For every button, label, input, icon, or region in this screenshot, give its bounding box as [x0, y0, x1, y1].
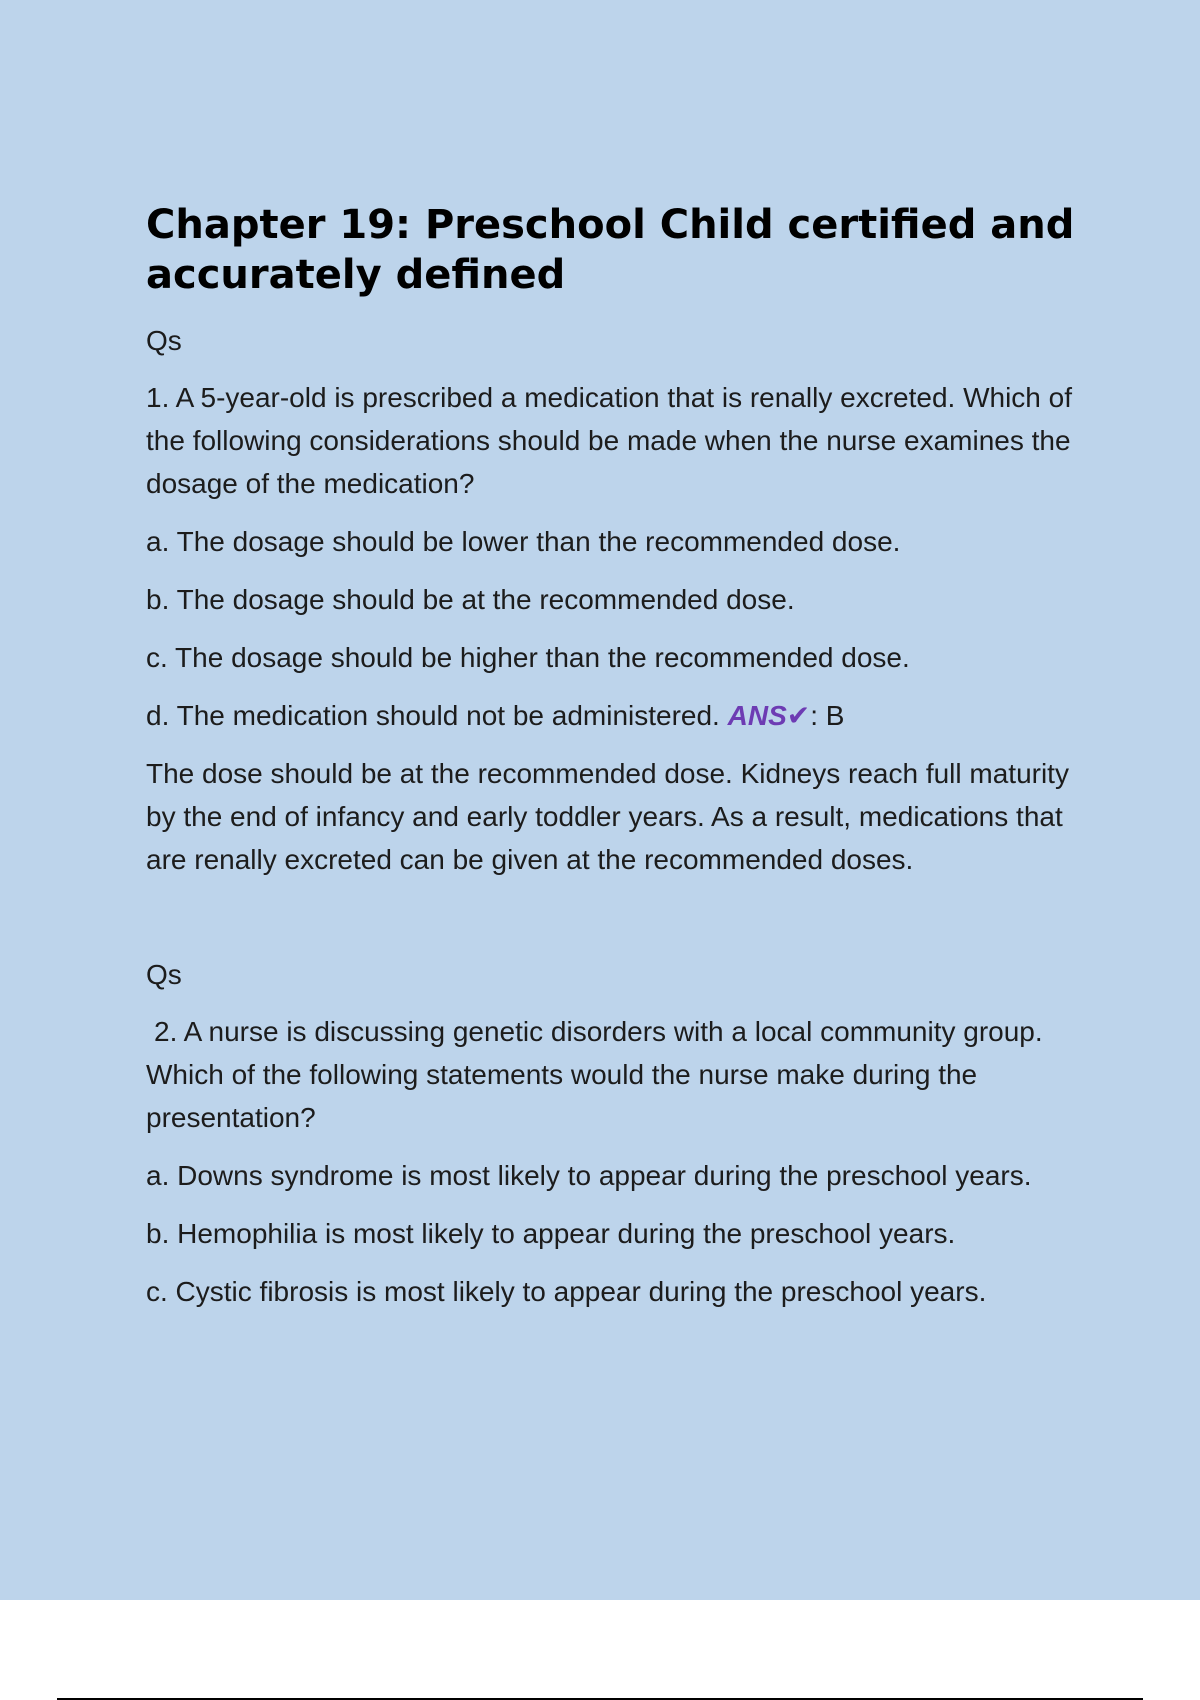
answer-option-d-with-answer	[146, 694, 1096, 737]
answer-option-c: c. The dosage should be higher than the recommended dose.	[146, 642, 910, 673]
qs-label: Qs	[146, 959, 182, 990]
answer-value: : B	[810, 700, 845, 731]
question-block-2	[146, 954, 1096, 1313]
answer-option-b: b. Hemophilia is most likely to appear during the preschool years.	[146, 1218, 956, 1249]
rationale: The dose should be at the recommended dose. Kidneys reach full maturity by the end of infancy and early toddler years. As a result, medications that are renally excreted can be given at the recommended doses.	[146, 758, 1069, 875]
answer-option-c: c. Cystic fibrosis is most likely to appear during the preschool years.	[146, 1276, 987, 1307]
document-body	[146, 200, 1096, 1328]
spacer	[146, 896, 1096, 954]
answer-option-a: a. The dosage should be lower than the recommended dose.	[146, 526, 901, 557]
answer-option-a: a. Downs syndrome is most likely to appear during the preschool years.	[146, 1160, 1032, 1191]
qs-label: Qs	[146, 325, 182, 356]
answer-option-d: d. The medication should not be administered.	[146, 700, 720, 731]
question-stem	[146, 1010, 1096, 1139]
question-stem: 1. A 5-year-old is prescribed a medication that is renally excreted. Which of the following considerations should be made when the nurse examines the dosage of the medication?	[146, 382, 1072, 499]
question-stem-text: 2. A nurse is discussing genetic disorders with a local community group. Which of the following statements would the nurse make during the presentation?	[146, 1016, 1043, 1133]
page-title: Chapter 19: Preschool Child certified and accurately defined	[146, 202, 1075, 298]
answer-label: ANS✔	[727, 700, 811, 731]
answer-option-b: b. The dosage should be at the recommended dose.	[146, 584, 795, 615]
question-block-1	[146, 320, 1096, 881]
